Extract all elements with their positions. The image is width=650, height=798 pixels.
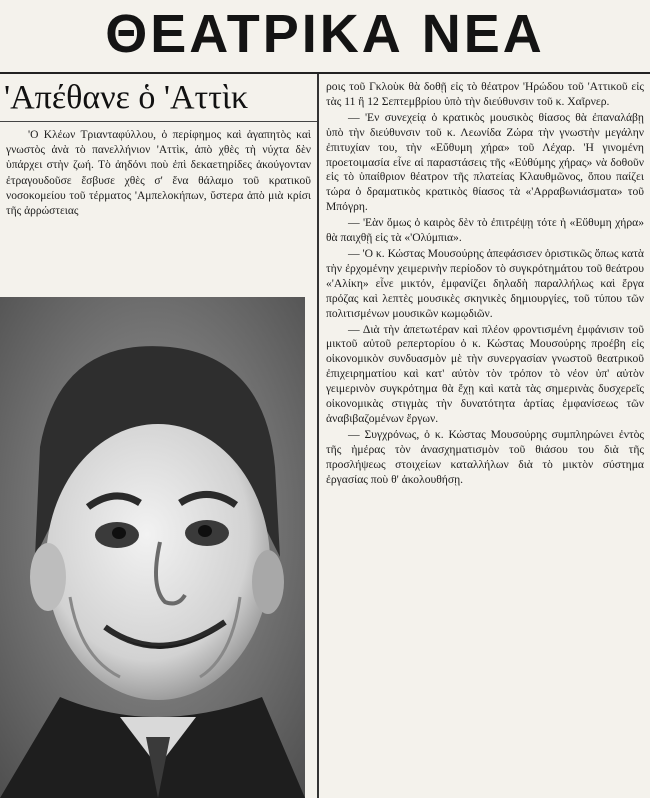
theatre-news-column	[326, 80, 644, 488]
masthead-rule	[0, 72, 650, 74]
news-item: ροις τοῦ Γκλοὺκ θὰ δοθῇ εἰς τὸ θέατρον 'Ηρώδου τοῦ 'Αττικοῦ εἰς τὰς 11 ἢ 12 Σεπτεμβρίου ὑπὸ τὴν διεύθυνσιν τοῦ κ. Χαῖρνερ.	[326, 80, 644, 108]
portrait-photo	[0, 297, 305, 798]
news-item: — 'Ο κ. Κώστας Μουσούρης ἀπεφάσισεν ὁριστικῶς ὅπως κατὰ τὴν ἐρχομένην χειμερινὴν περίοδον τὸ συγκρότημάτου τοῦ θεάτρου «'Αλίκη» εἶνε μικτόν, ἐμφανίζει δηλαδὴ παραλλήλως καὶ ἔργα πρόζας καὶ λεπτὲς μουσικὲς σκηνικὲς δημιουργίες, τοῦ τύπου τῶν πολιτισμένων μουσικῶν κωμῳδιῶν.	[326, 246, 644, 320]
article-headline: 'Απέθανε ὁ 'Αττὶκ	[4, 79, 249, 116]
headline-rule	[0, 121, 317, 122]
column-divider	[317, 74, 319, 798]
news-item: — 'Εν συνεχείᾳ ὁ κρατικὸς μουσικὸς θίασος θὰ ἐπαναλάβῃ ὑπὸ τὴν διεύθυνσιν τοῦ κ. Λεωνίδα Ζώρα τὴν γνωστὴν μεγάλην ἐπιτυχίαν του, τὴν «Εὔθυμη χήρα» τοῦ Λέχαρ. 'Η γινομένη προετοιμασία εἶνε αἱ παραστάσεις τῆς «Εὐθύμης χήρας» νὰ δοθοῦν εἰς τὸ ὑπαίθριον θέατρον τῆς πλατείας Κλαυθμῶνος, ὅπου παίζει τώρα ὁ δραματικὸς κρατικὸς θίασος τὰ «'Αρραβωνιάσματα» τοῦ Μπόγρη.	[326, 110, 644, 214]
page-title: ΘΕΑΤΡΙΚΑ ΝΕΑ	[105, 4, 545, 64]
article-lead	[6, 128, 311, 219]
news-item: — Συγχρόνως, ὁ κ. Κώστας Μουσούρης συμπληρώνει ἐντὸς τῆς ἡμέρας τὸν ἀνασχηματισμὸν τοῦ θιάσου του διὰ τῆς προσλήψεως στοιχείων καταλλήλων διὰ τὸ μικτὸν σύστημα ἐργασίας ποὺ θ' ἀκολουθήσῃ.	[326, 427, 644, 486]
lead-paragraph: 'Ο Κλέων Τριανταφύλλου, ὁ περίφημος καὶ ἀγαπητὸς καὶ γνωστὸς ἀνὰ τὸ πανελλήνιον 'Αττὶκ, ἀπὸ χθὲς τὴ νύχτα δὲν ὑπάρχει στὴν ζωή. Τὸ ἀηδόνι ποὺ ἐπὶ δεκαετηρίδες ἀκούγονταν ἐτραγουδοῦσε ἔσβυσε χθὲς σ' ἕνα θάλαμο τοῦ κρατικοῦ νοσοκομείου τοῦ τέρματος 'Αμπελοκήπων, ὕστερα ἀπὸ μιὰ κρίσι τῆς ἀρρώστειας	[6, 129, 311, 218]
news-item: — 'Εὰν ὅμως ὁ καιρὸς δὲν τὸ ἐπιτρέψῃ τότε ἡ «Εὔθυμη χήρα» θὰ παιχθῇ εἰς τὰ «'Ολύμπια».	[326, 216, 644, 245]
news-item: — Διὰ τὴν ἀπετωτέραν καὶ πλέον φροντισμένη ἐμφάνισιν τοῦ μικτοῦ αὐτοῦ ρεπερτορίου ὁ κ. Κώστας Μουσούρης προέβη εἰς οἰκονομικὸν συνδυασμὸν μὲ τὴν συνεργασίαν γνωστοῦ θεατρικοῦ ἐπιχειρηματίου καὶ κατ' αὐτὸν τὸν τρόπον τὸ νέον ὑπ' αὐτὸν γειμερινὸν συγκρότημα θὰ ἔχῃ καὶ κατὰ τὰς σημερινὰς δυσχερεῖς οἰκονομικὰς στιγμὰς τὴν δυνατότητα ἀρτίας ἐμφανίσεως τῶν ἀναβιβαζομένων ἔργων.	[326, 322, 644, 425]
